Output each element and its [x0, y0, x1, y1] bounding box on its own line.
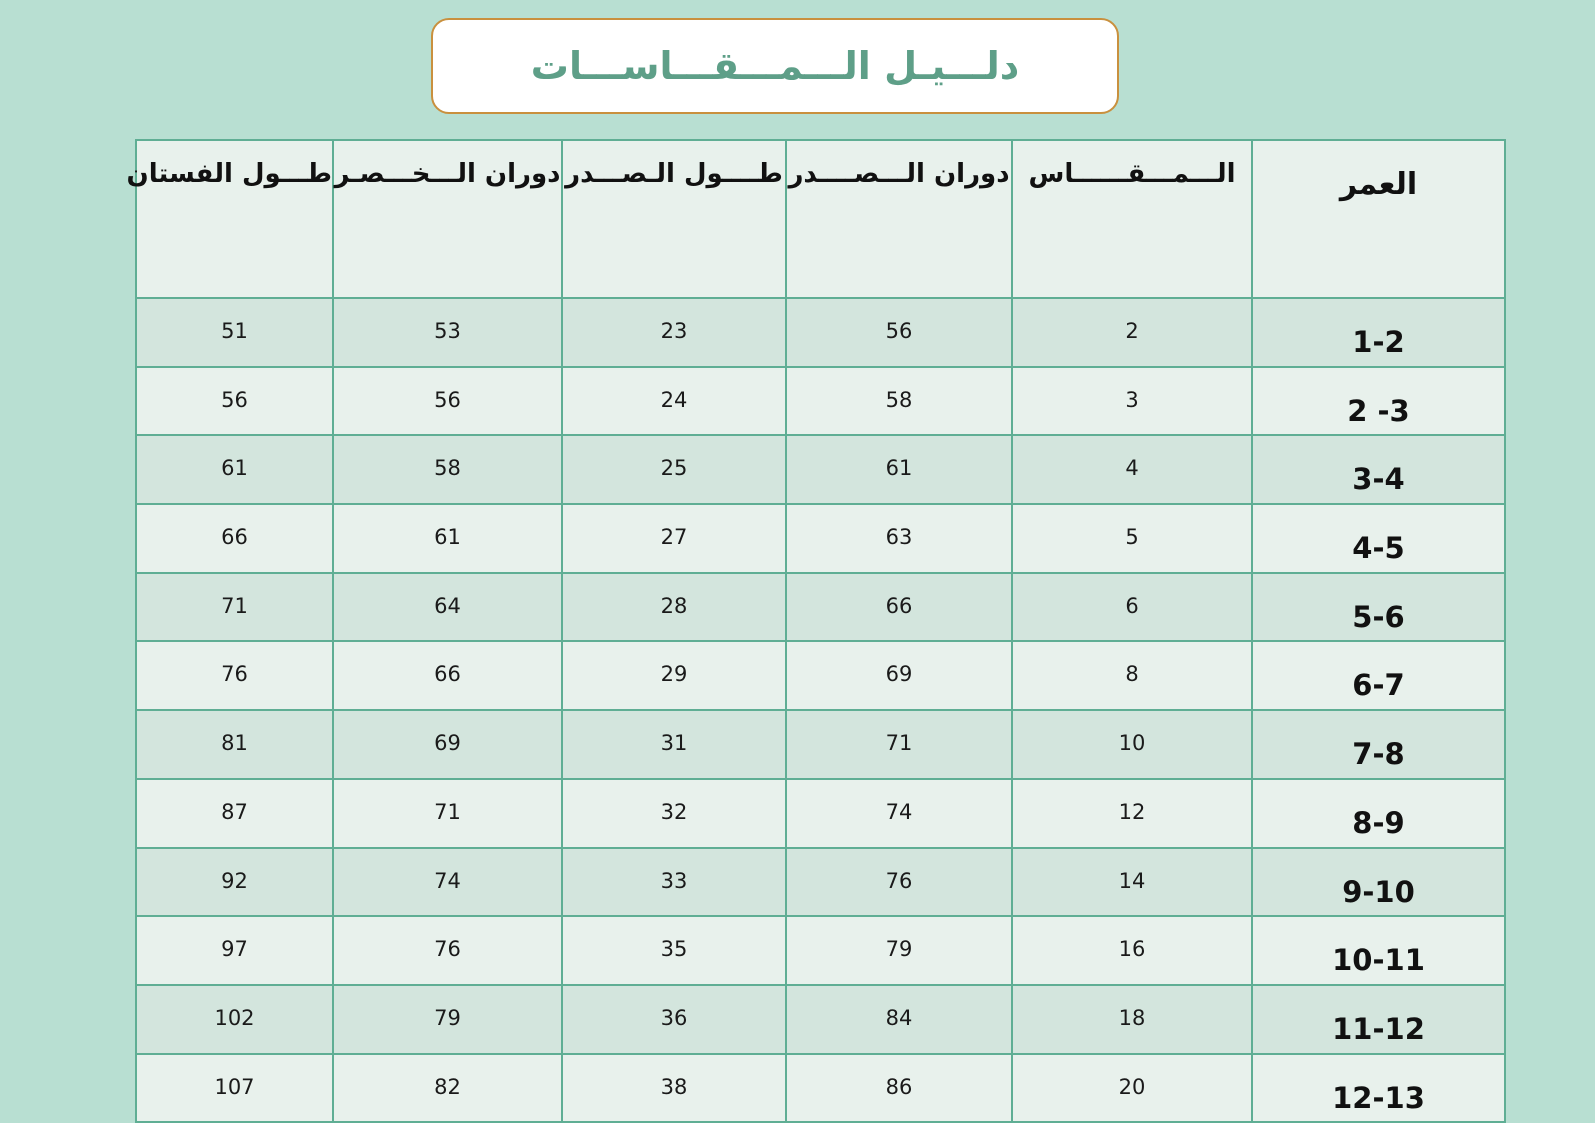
cell-chest-length: 23 — [562, 298, 786, 367]
page-title: دلـــيـل الـــمـــقـــاســـات — [530, 44, 1020, 88]
cell-chest-length: 31 — [562, 710, 786, 779]
cell-age: 2 -3 — [1252, 367, 1505, 436]
cell-chest-circumference: 86 — [786, 1054, 1012, 1123]
cell-size: 12 — [1012, 779, 1252, 848]
cell-age: 11-12 — [1252, 985, 1505, 1054]
header-waist-circumference: دوران الـــخـــصـر — [333, 140, 562, 298]
cell-chest-circumference: 66 — [786, 573, 1012, 642]
header-age: العمر — [1252, 140, 1505, 298]
cell-size: 18 — [1012, 985, 1252, 1054]
cell-chest-circumference: 56 — [786, 298, 1012, 367]
cell-dress-length: 76 — [136, 641, 333, 710]
cell-chest-circumference: 61 — [786, 435, 1012, 504]
cell-dress-length: 51 — [136, 298, 333, 367]
cell-size: 8 — [1012, 641, 1252, 710]
table-row — [136, 504, 1505, 573]
cell-dress-length: 71 — [136, 573, 333, 642]
cell-waist-circumference: 56 — [333, 367, 562, 436]
header-chest-length: طــــول الـصـــدر — [562, 140, 786, 298]
cell-chest-circumference: 74 — [786, 779, 1012, 848]
table-body — [136, 298, 1505, 1122]
cell-chest-circumference: 84 — [786, 985, 1012, 1054]
cell-waist-circumference: 58 — [333, 435, 562, 504]
table-row — [136, 435, 1505, 504]
cell-size: 4 — [1012, 435, 1252, 504]
cell-dress-length: 102 — [136, 985, 333, 1054]
cell-dress-length: 97 — [136, 916, 333, 985]
header-size: الـــمـــقــــــاس — [1012, 140, 1252, 298]
cell-waist-circumference: 53 — [333, 298, 562, 367]
cell-chest-circumference: 69 — [786, 641, 1012, 710]
cell-dress-length: 81 — [136, 710, 333, 779]
cell-waist-circumference: 66 — [333, 641, 562, 710]
cell-size: 5 — [1012, 504, 1252, 573]
table-row — [136, 916, 1505, 985]
cell-waist-circumference: 69 — [333, 710, 562, 779]
header-chest-circumference: دوران الـــصــــدر — [786, 140, 1012, 298]
cell-dress-length: 87 — [136, 779, 333, 848]
cell-age: 8-9 — [1252, 779, 1505, 848]
table-row — [136, 298, 1505, 367]
cell-age: 9-10 — [1252, 848, 1505, 917]
cell-size: 20 — [1012, 1054, 1252, 1123]
cell-chest-length: 28 — [562, 573, 786, 642]
table-row — [136, 985, 1505, 1054]
table-row — [136, 848, 1505, 917]
cell-waist-circumference: 76 — [333, 916, 562, 985]
cell-waist-circumference: 79 — [333, 985, 562, 1054]
cell-waist-circumference: 61 — [333, 504, 562, 573]
cell-age: 12-13 — [1252, 1054, 1505, 1123]
cell-waist-circumference: 71 — [333, 779, 562, 848]
title-box — [431, 18, 1119, 114]
table-row — [136, 573, 1505, 642]
cell-chest-length: 36 — [562, 985, 786, 1054]
table-row — [136, 779, 1505, 848]
cell-size: 3 — [1012, 367, 1252, 436]
cell-chest-length: 24 — [562, 367, 786, 436]
cell-size: 10 — [1012, 710, 1252, 779]
table-row — [136, 710, 1505, 779]
cell-dress-length: 92 — [136, 848, 333, 917]
cell-waist-circumference: 82 — [333, 1054, 562, 1123]
table-row — [136, 641, 1505, 710]
cell-chest-length: 33 — [562, 848, 786, 917]
cell-age: 10-11 — [1252, 916, 1505, 985]
table-row — [136, 367, 1505, 436]
cell-size: 14 — [1012, 848, 1252, 917]
cell-dress-length: 61 — [136, 435, 333, 504]
table-header-row — [136, 140, 1505, 298]
cell-chest-circumference: 63 — [786, 504, 1012, 573]
cell-waist-circumference: 74 — [333, 848, 562, 917]
cell-chest-length: 27 — [562, 504, 786, 573]
cell-chest-length: 29 — [562, 641, 786, 710]
cell-size: 6 — [1012, 573, 1252, 642]
cell-age: 7-8 — [1252, 710, 1505, 779]
cell-age: 6-7 — [1252, 641, 1505, 710]
header-dress-length: طـــول الفستان — [136, 140, 333, 298]
cell-size: 16 — [1012, 916, 1252, 985]
cell-dress-length: 56 — [136, 367, 333, 436]
cell-chest-length: 35 — [562, 916, 786, 985]
cell-dress-length: 107 — [136, 1054, 333, 1123]
cell-age: 3-4 — [1252, 435, 1505, 504]
cell-age: 1-2 — [1252, 298, 1505, 367]
cell-chest-length: 38 — [562, 1054, 786, 1123]
cell-chest-circumference: 76 — [786, 848, 1012, 917]
cell-waist-circumference: 64 — [333, 573, 562, 642]
cell-chest-length: 32 — [562, 779, 786, 848]
cell-chest-circumference: 79 — [786, 916, 1012, 985]
cell-age: 5-6 — [1252, 573, 1505, 642]
table-row — [136, 1054, 1505, 1123]
cell-size: 2 — [1012, 298, 1252, 367]
cell-chest-circumference: 71 — [786, 710, 1012, 779]
cell-age: 4-5 — [1252, 504, 1505, 573]
size-guide-table — [126, 139, 1506, 1123]
cell-chest-length: 25 — [562, 435, 786, 504]
cell-dress-length: 66 — [136, 504, 333, 573]
cell-chest-circumference: 58 — [786, 367, 1012, 436]
